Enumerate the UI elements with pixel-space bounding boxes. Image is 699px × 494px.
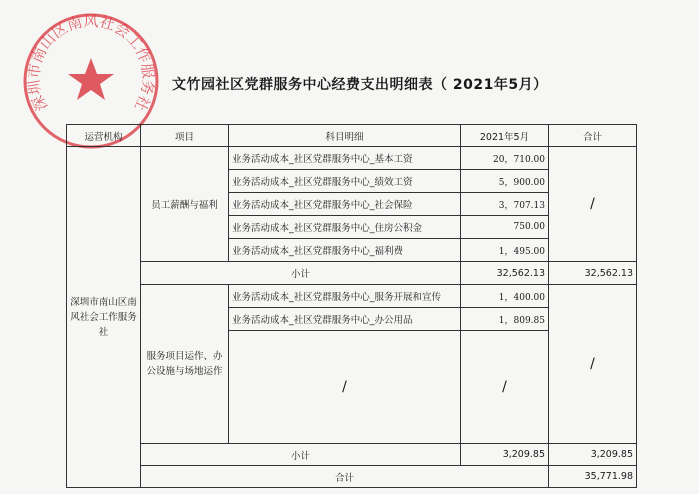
subject-cell: 业务活动成本_社区党群服务中心_服务开展和宣传 (229, 285, 461, 308)
subtotal-label: 小计 (141, 262, 461, 285)
subtotal-row (67, 444, 637, 466)
subtotal-amount: 32,562.13 (461, 262, 549, 285)
project-cell: 员工薪酬与福利 (141, 147, 229, 262)
amount-cell: 1，809.85 (461, 308, 549, 331)
amount-cell: 20，710.00 (461, 147, 549, 170)
subject-cell: 业务活动成本_社区党群服务中心_办公用品 (229, 308, 461, 331)
subject-cell: 业务活动成本_社区党群服务中心_福利费 (229, 239, 461, 262)
header-subject: 科目明细 (229, 125, 461, 147)
stamp-text: 深圳市南山区南风社会工作服务社 (24, 12, 158, 114)
header-project: 项目 (141, 125, 229, 147)
subtotal-total: 32,562.13 (549, 262, 637, 285)
amount-cell: 1，400.00 (461, 285, 549, 308)
table-row (67, 147, 637, 170)
subtotal-label: 小计 (141, 444, 461, 466)
subtotal-row (67, 262, 637, 285)
grand-total-amount: 35,771.98 (549, 466, 637, 488)
subject-cell: 业务活动成本_社区党群服务中心_绩效工资 (229, 170, 461, 193)
total-cell: / (549, 285, 637, 444)
page-title: 文竹园社区党群服务中心经费支出明细表（ 2021年5月） (172, 77, 548, 93)
amount-cell: 750.00 (461, 216, 549, 239)
grand-total-label: 合计 (141, 466, 549, 488)
header-total: 合计 (549, 125, 637, 147)
subject-cell: 业务活动成本_社区党群服务中心_基本工资 (229, 147, 461, 170)
grand-total-row (67, 466, 637, 488)
table-header-row (67, 125, 637, 147)
org-name-cell: 深圳市南山区南风社会工作服务社 (67, 147, 141, 488)
project-cell: 服务项目运作、办公设施与场地运作 (141, 285, 229, 444)
empty-subject-cell: / (229, 331, 461, 444)
subtotal-amount: 3,209.85 (461, 444, 549, 466)
star-icon (68, 58, 114, 100)
total-cell: / (549, 147, 637, 262)
header-org: 运营机构 (67, 125, 141, 147)
subtotal-total: 3,209.85 (549, 444, 637, 466)
amount-cell: 3，707.13 (461, 193, 549, 216)
subject-cell: 业务活动成本_社区党群服务中心_社会保险 (229, 193, 461, 216)
empty-amount-cell: / (461, 331, 549, 444)
expense-table (66, 124, 637, 488)
header-month: 2021年5月 (461, 125, 549, 147)
subject-cell: 业务活动成本_社区党群服务中心_住房公积金 (229, 216, 461, 239)
amount-cell: 5，900.00 (461, 170, 549, 193)
amount-cell: 1，495.00 (461, 239, 549, 262)
table-row (67, 285, 637, 308)
